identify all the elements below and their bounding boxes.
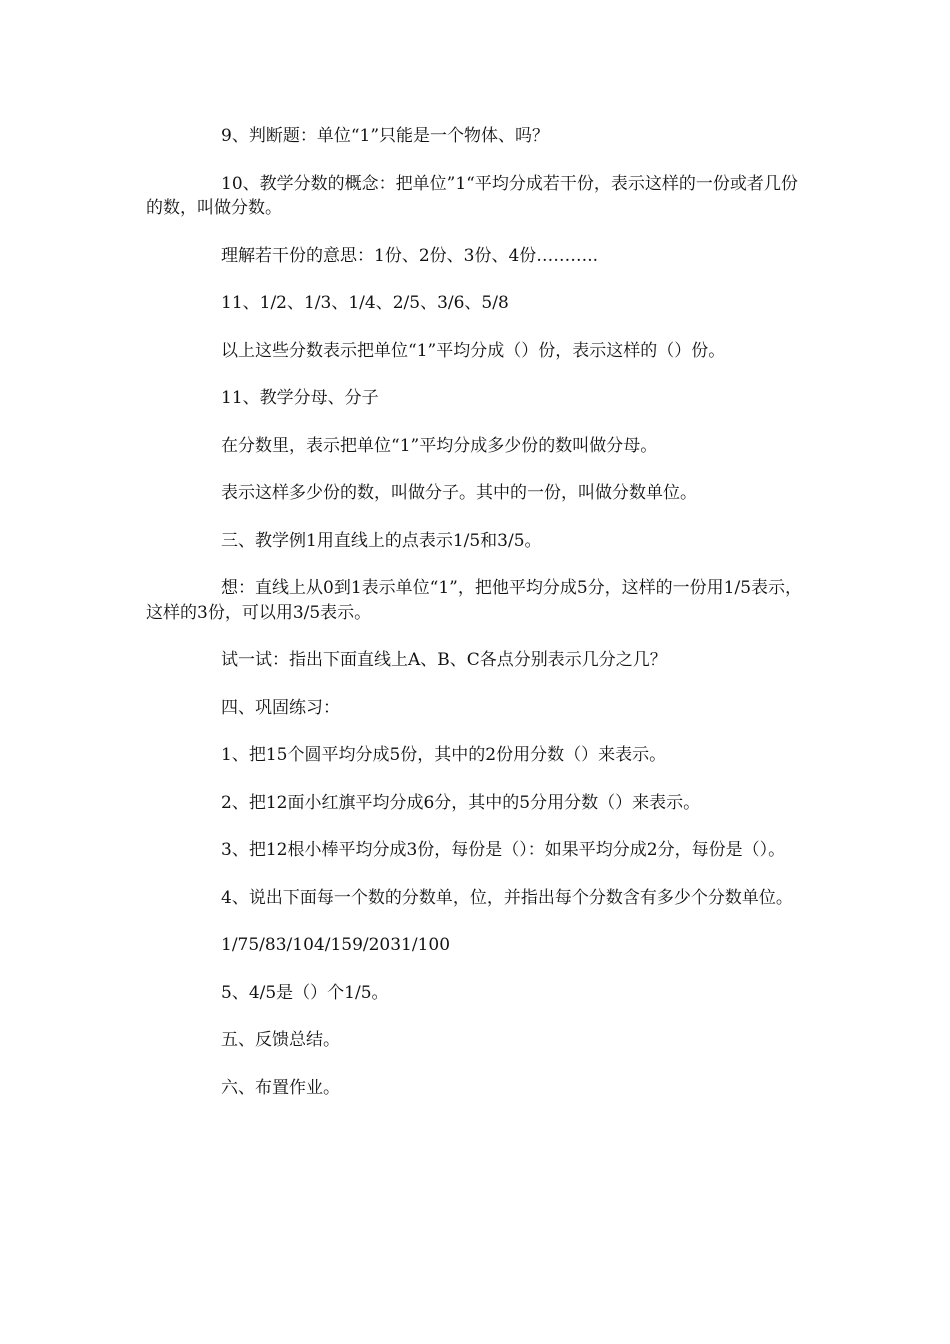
paragraph-fraction-concept: 10、教学分数的概念：把单位”1“平均分成若干份，表示这样的一份或者几份的数，叫做分数。: [146, 173, 798, 218]
paragraph-number-line-explanation: 想：直线上从0到1表示单位“1”，把他平均分成5分，这样的一份用1/5表示，这样的3份，可以用3/5表示。: [146, 578, 803, 623]
paragraph-numerator-definition: 表示这样多少份的数，叫做分子。其中的一份，叫做分数单位。: [221, 483, 697, 503]
paragraph-denominator-numerator-title: 11、教学分母、分子: [221, 388, 379, 408]
paragraph-example-1: 三、教学例1用直线上的点表示1/5和3/5。: [221, 530, 542, 551]
paragraph-try-it: 试一试：指出下面直线上A、B、C各点分别表示几分之几？: [221, 650, 667, 670]
paragraph-fraction-list: 11、1/2、1/3、1/4、2/5、3/6、5/8: [221, 293, 509, 313]
section-heading-summary: 五、反馈总结。: [221, 1030, 340, 1050]
exercise-4: 4、说出下面每一个数的分数单，位，并指出每个分数含有多少个分数单位。: [221, 887, 793, 908]
section-heading-practice: 四、巩固练习：: [221, 697, 340, 718]
exercise-4-numbers: 1/75/83/104/159/2031/100: [221, 935, 451, 955]
paragraph-denominator-definition: 在分数里，表示把单位“1”平均分成多少份的数叫做分母。: [221, 435, 658, 456]
exercise-3: 3、把12根小棒平均分成3份，每份是（）：如果平均分成2分，每份是（）。: [221, 840, 786, 860]
document-body: [146, 124, 810, 1123]
paragraph-fraction-meaning: 以上这些分数表示把单位“1”平均分成（）份，表示这样的（）份。: [221, 340, 726, 361]
exercise-1: 1、把15个圆平均分成5份，其中的2份用分数（）来表示。: [221, 745, 667, 765]
paragraph-q9-judgement: 9、判断题：单位“1”只能是一个物体、吗？: [221, 126, 550, 146]
exercise-2: 2、把12面小红旗平均分成6分，其中的5分用分数（）来表示。: [221, 792, 701, 813]
paragraph-parts-meaning: 理解若干份的意思：1份、2份、3份、4份………..: [221, 245, 599, 266]
section-heading-homework: 六、布置作业。: [221, 1077, 340, 1098]
exercise-5: 5、4/5是（）个1/5。: [221, 982, 389, 1003]
